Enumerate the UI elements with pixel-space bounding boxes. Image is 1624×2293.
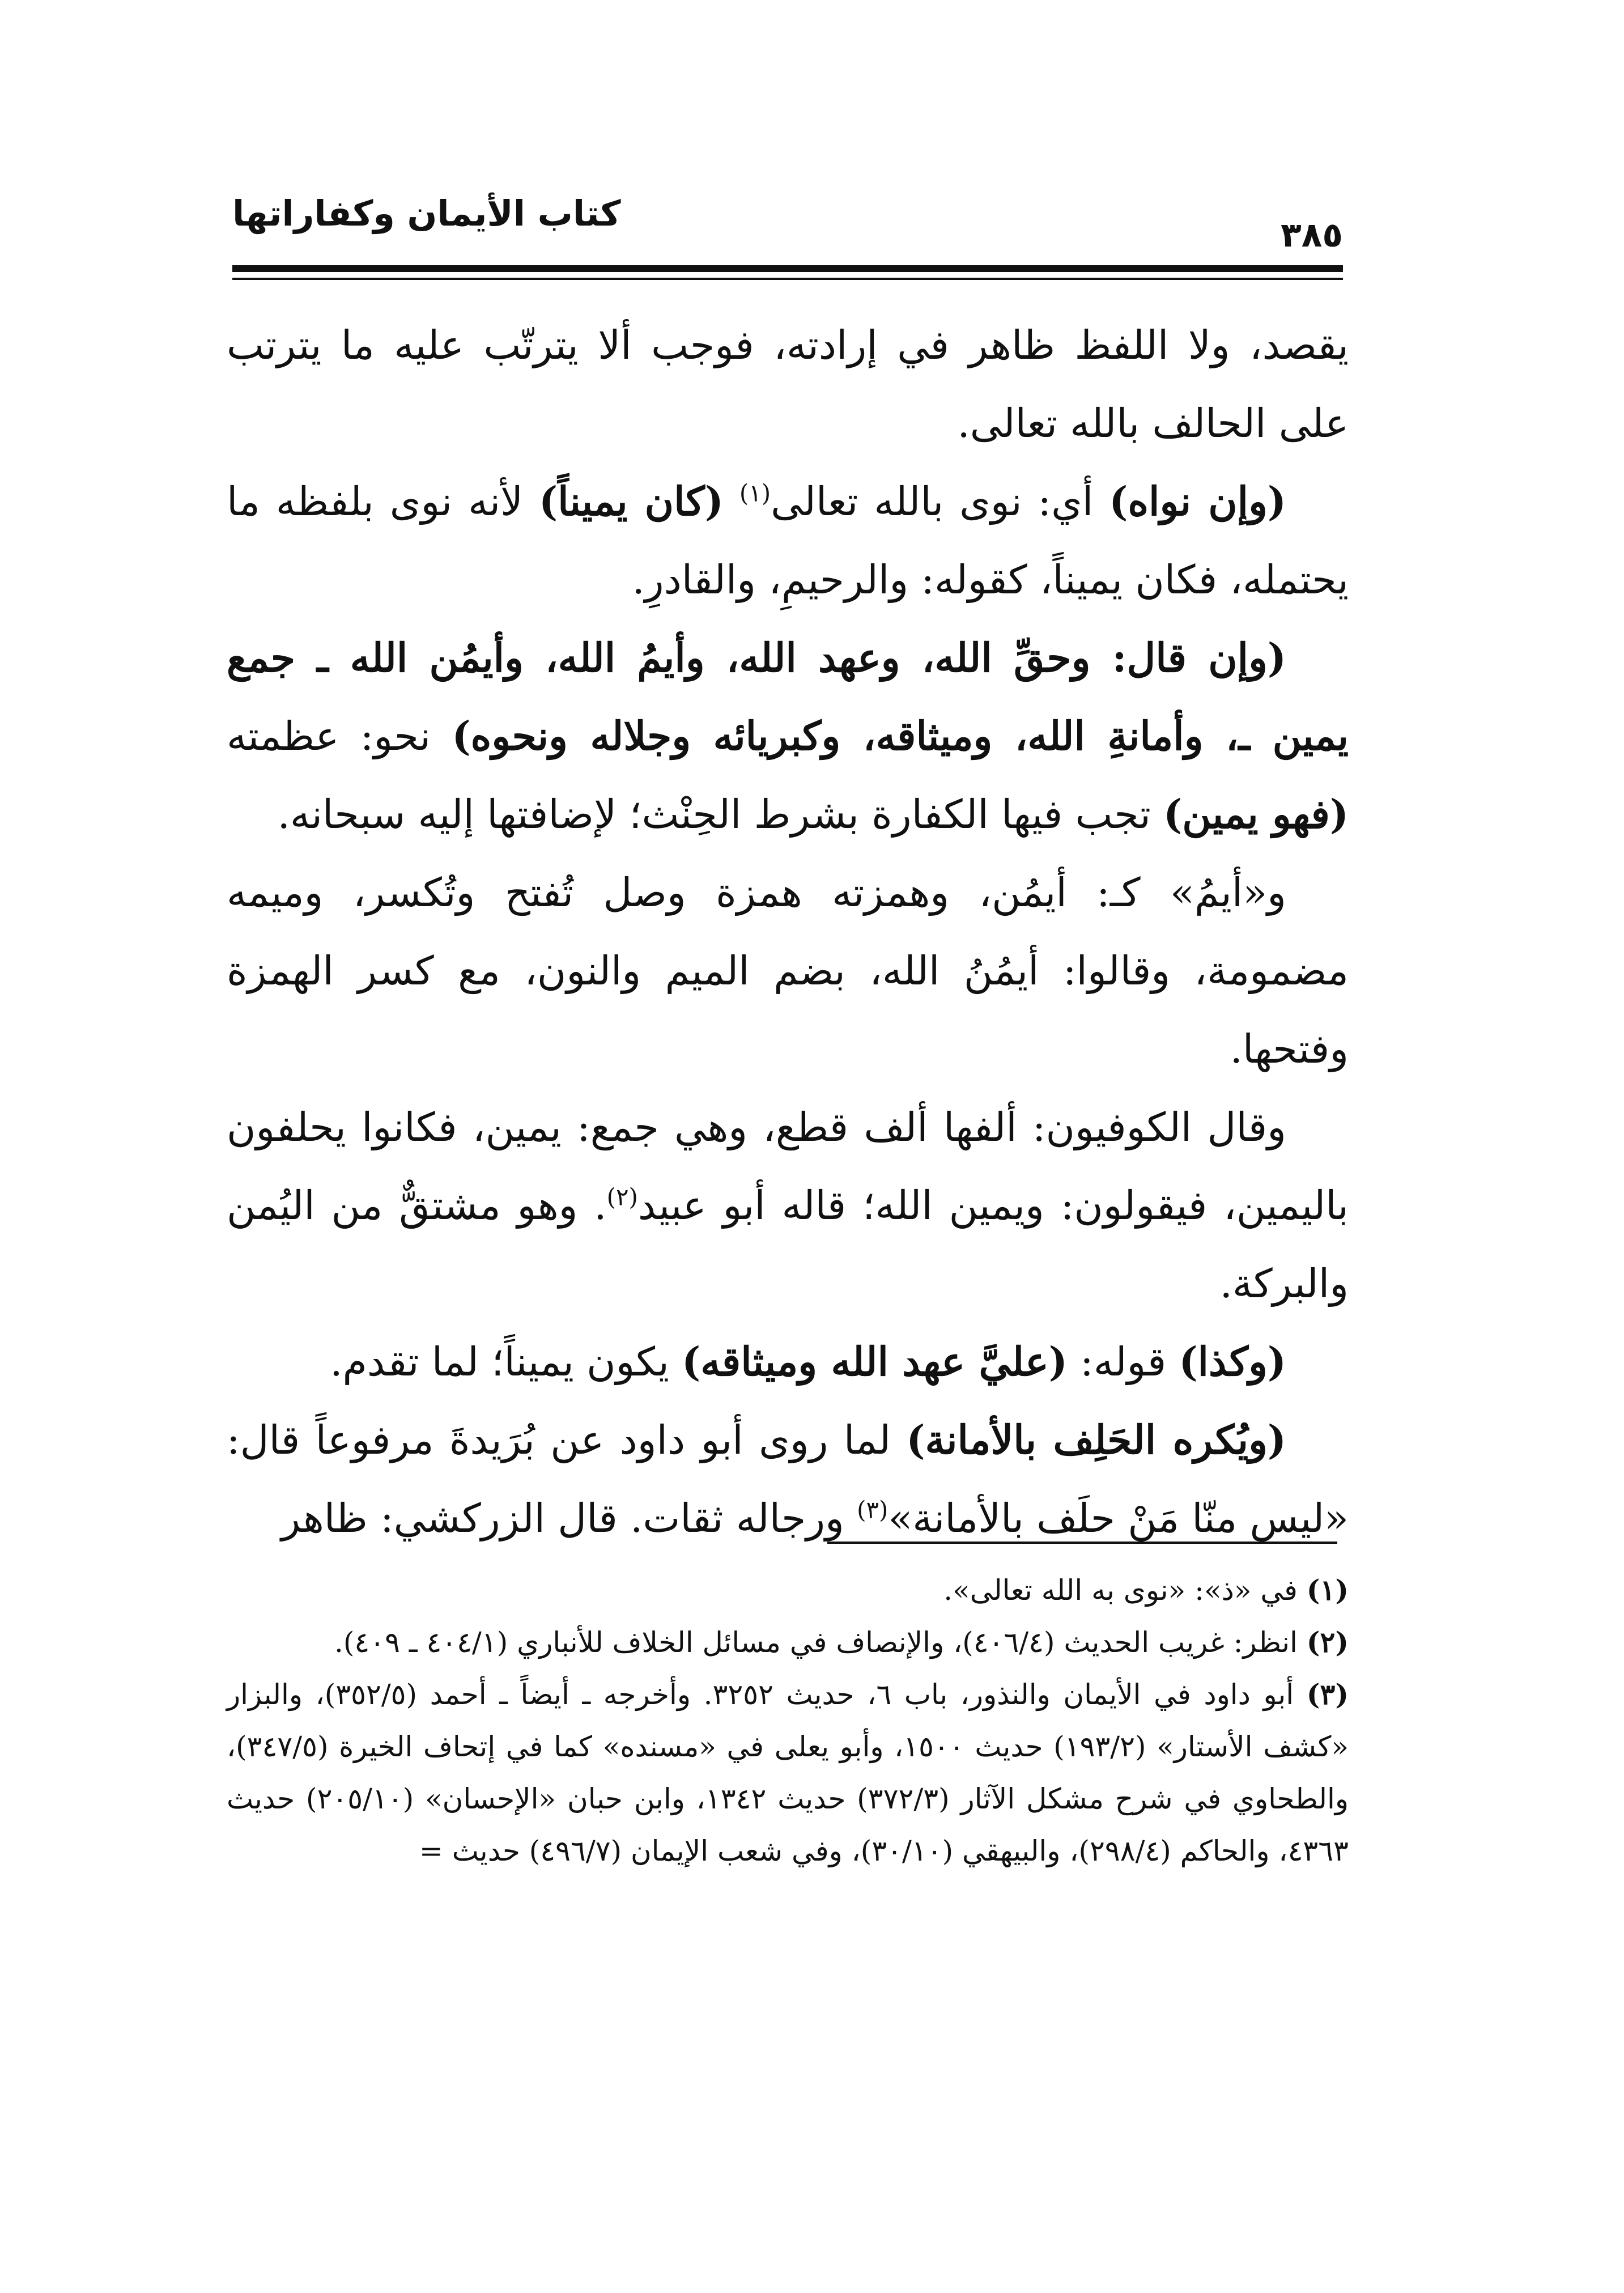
chapter-title: كتاب الأيمان وكفاراتها [232,193,621,234]
paragraph-1-text: يقصد، ولا اللفظ ظاهر في إرادته، فوجب ألا يترتّب عليه ما يترتب على الحالف بالله تعالى. [227,322,1349,447]
paragraph-3-text-b: تجب فيها الكفارة بشرط الحِنْث؛ لإضافتها إليه سبحانه. [277,791,1164,838]
paragraph-5 [227,1088,1349,1323]
header-rule-thick [232,265,1343,272]
footnote-separator [827,1542,1337,1544]
footnote-1-number: (١) [1306,1573,1349,1607]
paragraph-4 [227,853,1349,1088]
footnote-3 [227,1668,1349,1877]
paragraph-3-bold-2: (فهو يمين) [1163,791,1349,838]
paragraph-7-bold: (ويُكره الحَلِف بالأمانة) [906,1416,1286,1463]
footnote-2-text: انظر: غريب الحديث (٤٠٦/٤)، والإنصاف في مسائل الخلاف للأنباري (٤٠٤/١ ـ ٤٠٩). [334,1626,1307,1659]
running-header [232,193,1343,272]
footnote-ref-2[interactable]: (٢) [606,1183,638,1211]
paragraph-5-text-a: وقال الكوفيون: ألفها ألف قطع، وهي جمع: يمين، فكانوا يحلفون باليمين، فيقولون: ويمين الله؛ قاله أبو عبيد [227,1104,1349,1229]
paragraph-1 [227,306,1349,462]
paragraph-5-text-b: . وهو مشتقٌّ من اليُمن والبركة. [227,1182,1349,1307]
header-rule-thin [232,278,1343,280]
paragraph-3 [227,619,1349,853]
footnote-3-text: أبو داود في الأيمان والنذور، باب ٦، حديث ٣٢٥٢. وأخرجه ـ أيضاً ـ أحمد (٣٥٢/٥)، والبزار «كشف الأستار» (١٩٣/٢) حديث ١٥٠٠، وأبو يعلى في «مسنده» كما في إتحاف الخيرة (٣٤٧/٥)، والطحاوي في شرح مشكل الآثار (٣٧٢/٣) حديث ١٣٤٢، وابن حبان «الإحسان» (٢٠٥/١٠) حديث ٤٣٦٣، والحاكم (٢٩٨/٤)، والبيهقي (٣٠/١٠)، وفي شعب الإيمان (٤٩٦/٧) حديث = [227,1678,1349,1867]
footnote-2 [227,1616,1349,1668]
footnote-1-text: في «ذ»: «نوى به الله تعالى». [943,1574,1307,1607]
paragraph-2-bold: (كان يميناً) [538,478,724,525]
footnote-3-number: (٣) [1306,1678,1349,1711]
paragraph-4-text: و«أيمُ» كـ: أيمُن، وهمزته همزة وصل تُفتح وتُكسر، وميمه مضمومة، وقالوا: أيمُنُ الله، بضم الميم والنون، مع كسر الهمزة وفتحها. [227,869,1349,1072]
paragraph-6-text-a: قوله: [1067,1339,1179,1385]
paragraph-6 [227,1323,1349,1401]
paragraph-6-bold-2: (عليَّ عهد الله وميثاقه) [682,1338,1068,1385]
footnote-2-number: (٢) [1306,1625,1349,1659]
paragraph-2-lead: (وإن نواه) [1109,478,1286,525]
footnote-ref-3[interactable]: (٣) [857,1496,888,1524]
paragraph-3-bold: (وإن قال: وحقِّ الله، وعهد الله، وأيمُ الله، وأيمُن الله ـ جمع يمين ـ، وأمانةِ الله، وميثاقه، وكبريائه وجلاله ونحوه) [227,634,1349,759]
footnotes [227,1564,1349,2018]
paragraph-6-bold: (وكذا) [1179,1338,1286,1385]
footnote-1 [227,1564,1349,1616]
paragraph-2-text-a: أي: نوى بالله تعالى [771,478,1109,525]
main-text [227,306,1349,1542]
paragraph-2-text-c: لأنه نوى بلفظه ما يحتمله، فكان يميناً، كقوله: والرحيمِ، والقادرِ. [227,478,1349,603]
paragraph-2 [227,462,1349,619]
paragraph-3-text-a: نحو: عظمته [227,713,452,759]
paragraph-7 [227,1401,1349,1557]
paragraph-7-text-a: لما روى أبو داود عن بُرَيدةَ مرفوعاً قال: «ليس منّا مَنْ حلَف بالأمانة» [227,1417,1349,1542]
paragraph-6-text-b: يكون يميناً؛ لما تقدم. [330,1339,682,1385]
paragraph-2-text-b [724,478,739,525]
page-number: ٣٨٥ [1281,215,1343,255]
paragraph-7-text-b: ورجاله ثقات. قال الزركشي: ظاهر [281,1495,857,1542]
footnote-ref-1[interactable]: (١) [739,479,771,507]
